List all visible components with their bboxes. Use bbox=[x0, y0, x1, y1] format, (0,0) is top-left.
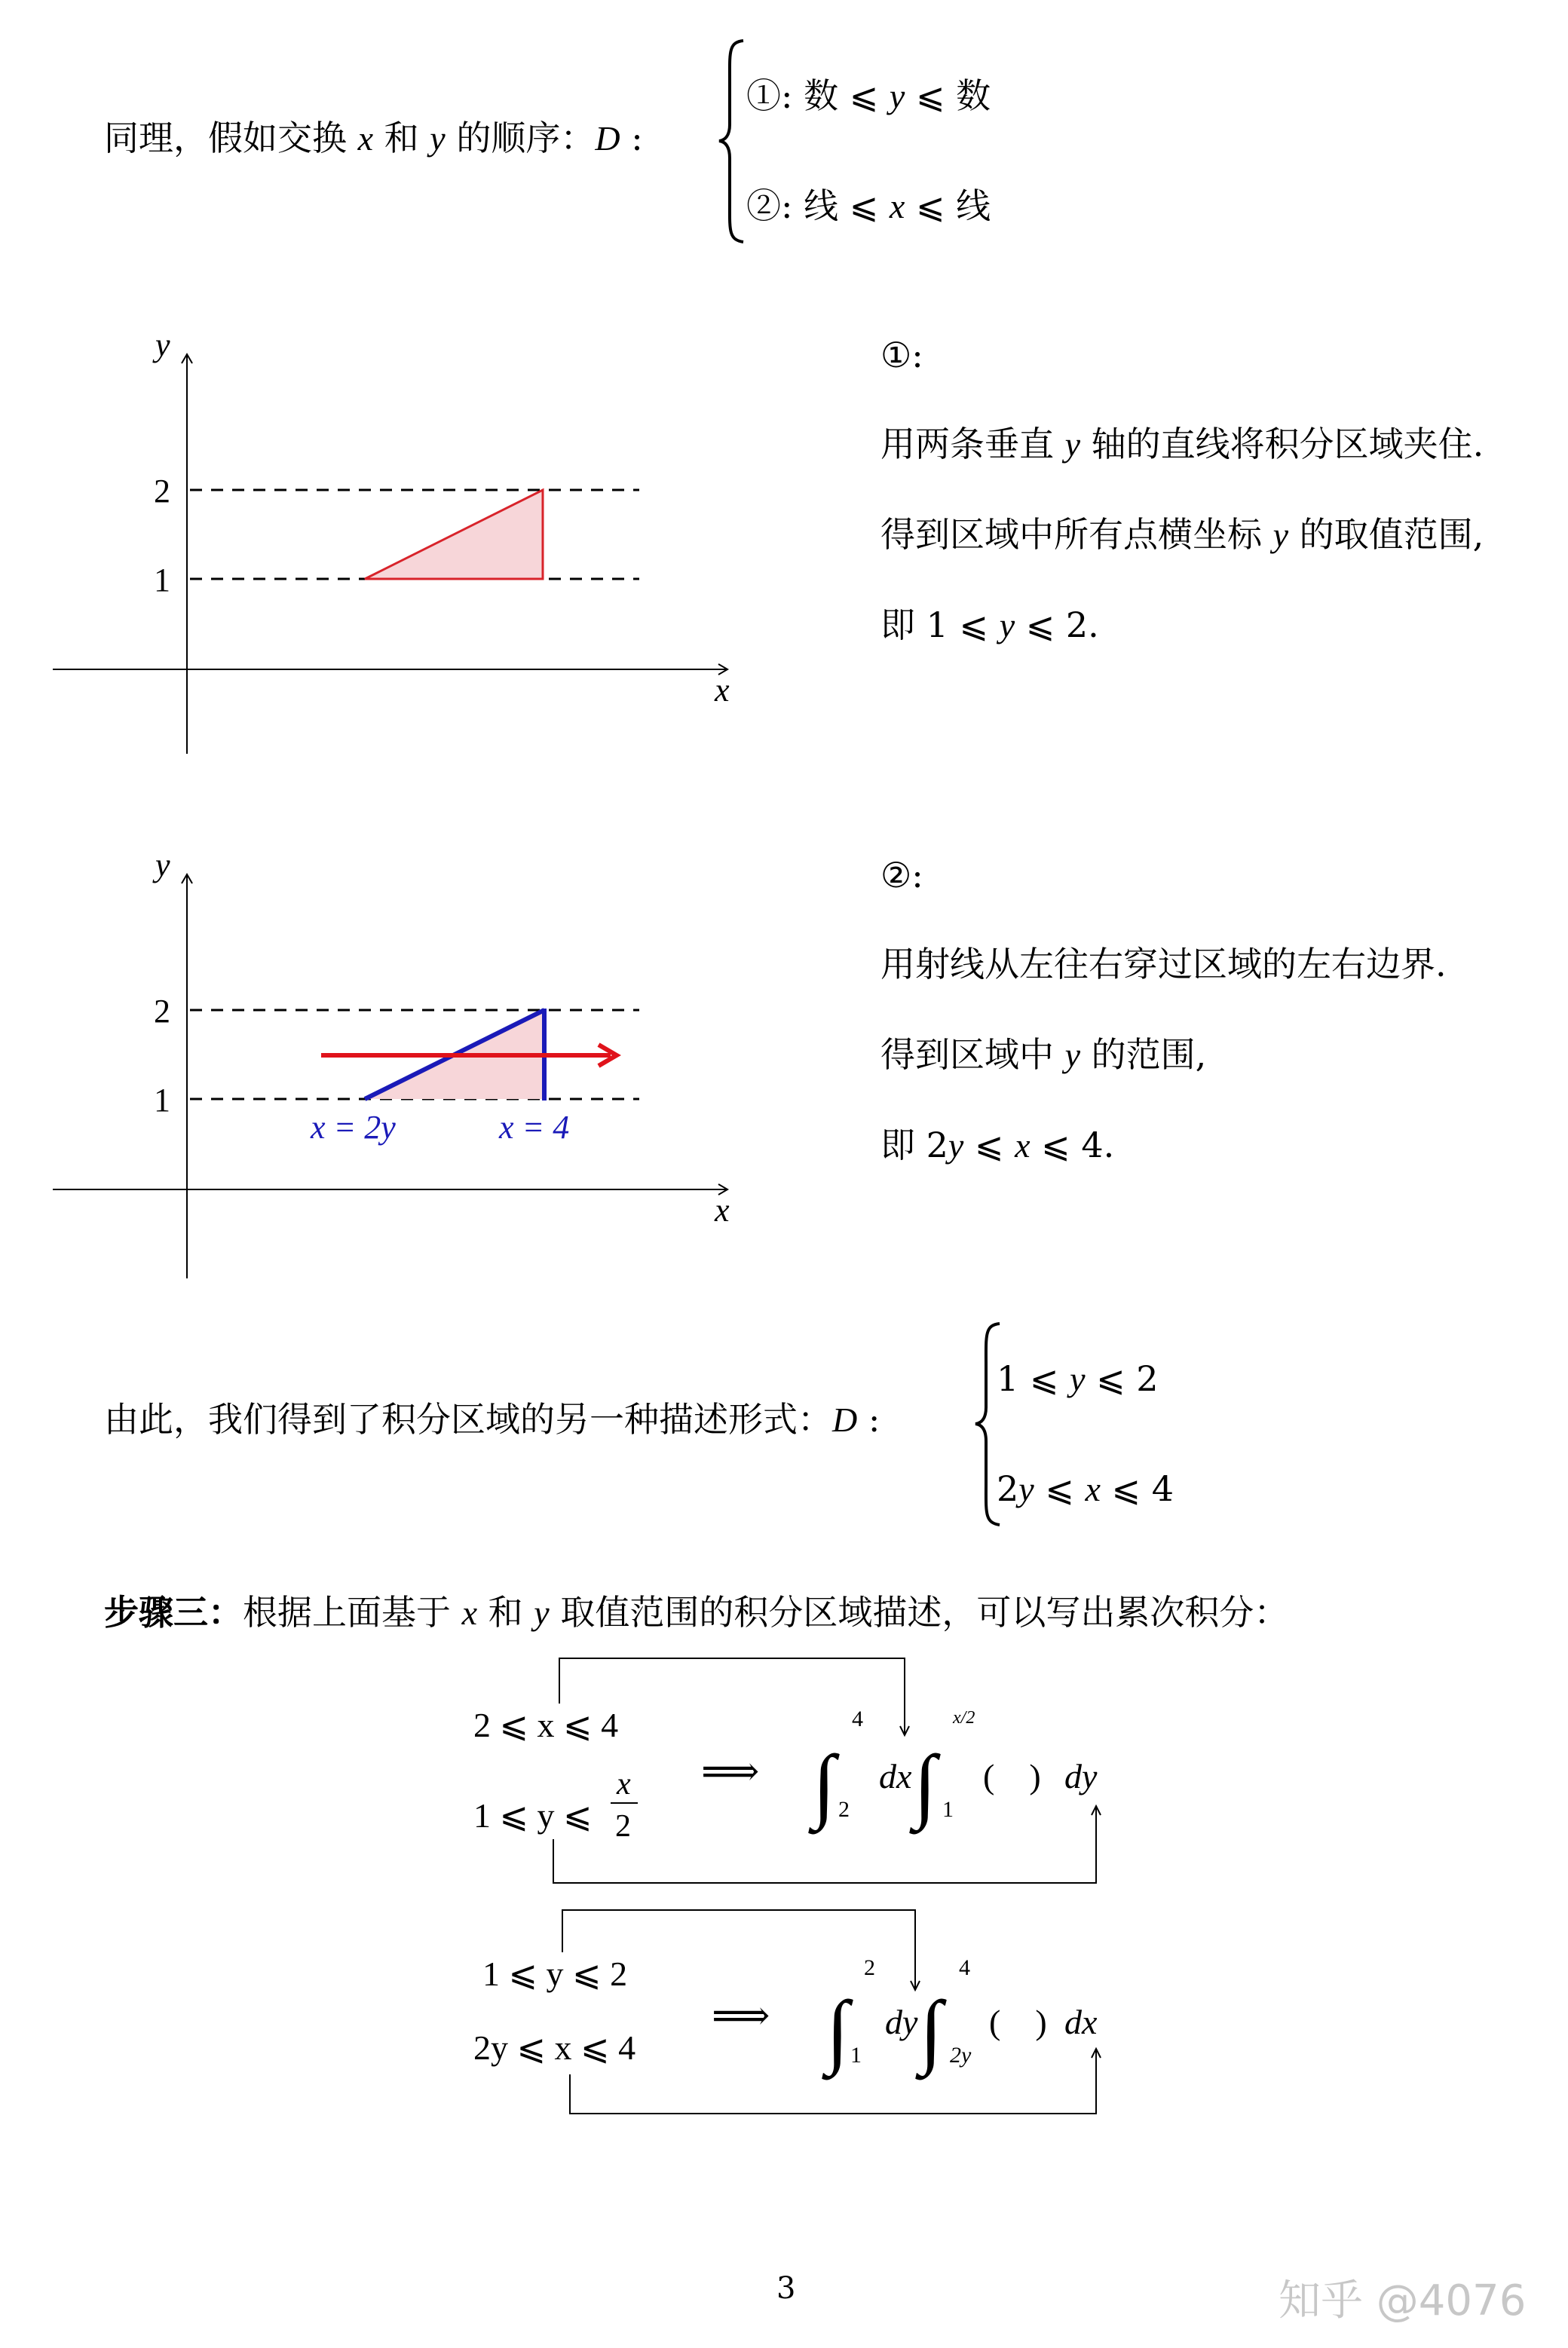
intro-case-1 bbox=[746, 75, 991, 116]
graph-1-y-label: y bbox=[155, 332, 170, 363]
case-1-mark: ①: bbox=[746, 75, 804, 116]
note-1-line-2 bbox=[880, 514, 1484, 555]
graph-1-tick-2: 2 bbox=[154, 473, 170, 510]
conclusion-row-1-a: 1 ⩽ bbox=[997, 1358, 1070, 1399]
intro-tail: 的顺序： bbox=[445, 118, 596, 158]
scheme-1-inner-lower: 1 bbox=[942, 1797, 954, 1822]
case-1-var: y bbox=[889, 77, 905, 115]
note-1-line-3-b: ⩽ 2. bbox=[1015, 605, 1099, 645]
scheme-2-inner-integral-icon: ∫ bbox=[920, 1984, 943, 2076]
scheme-2-outer-integral-icon: ∫ bbox=[826, 1984, 850, 2076]
case-2-left: 线 ⩽ bbox=[804, 185, 890, 226]
note-2-line-3-a: 即 2 bbox=[880, 1125, 948, 1165]
note-2-line-1: 用射线从左往右穿过区域的左右边界. bbox=[880, 944, 1447, 984]
graph-2-x-label: x bbox=[715, 1192, 730, 1229]
note-1-line-3-var: y bbox=[999, 606, 1015, 644]
scheme-2 bbox=[452, 1892, 1131, 2133]
scheme-2-outer-lower: 1 bbox=[850, 2043, 862, 2068]
intro-var-x: x bbox=[357, 119, 374, 158]
step-3-var-x: x bbox=[461, 1593, 478, 1632]
note-1-line-3-a: 即 1 ⩽ bbox=[880, 605, 1000, 645]
scheme-2-inner-body: ( ) bbox=[989, 2003, 1047, 2041]
intro-d: D bbox=[595, 119, 620, 158]
note-1-line-2-var: y bbox=[1272, 516, 1289, 554]
watermark: 知乎 @4076 bbox=[1279, 2276, 1527, 2325]
case-2-var: x bbox=[889, 187, 905, 225]
scheme-2-outer-upper: 2 bbox=[864, 1955, 875, 1980]
conclusion-row-1-var: y bbox=[1070, 1360, 1086, 1398]
scheme-1-inner-body: ( ) bbox=[983, 1757, 1041, 1795]
step-3-text-a: 根据上面基于 bbox=[243, 1592, 462, 1633]
conclusion-row-2-c: ⩽ 4 bbox=[1100, 1468, 1174, 1509]
case-1-right: ⩽ 数 bbox=[905, 75, 991, 116]
note-2-line-3-c: ⩽ 4. bbox=[1030, 1125, 1115, 1165]
scheme-1-frac-num: x bbox=[617, 1767, 631, 1802]
scheme-2-implies: ⟹ bbox=[712, 1993, 770, 2038]
graph-1-region bbox=[365, 490, 543, 579]
scheme-1-outer-integral-icon: ∫ bbox=[813, 1738, 836, 1830]
scheme-1 bbox=[452, 1643, 1131, 1892]
conclusion-row-2-a: 2 bbox=[997, 1468, 1019, 1509]
step-3-var-y: y bbox=[534, 1593, 550, 1632]
note-2-line-2 bbox=[880, 1034, 1207, 1075]
intro-line bbox=[104, 118, 643, 158]
conclusion-row-2 bbox=[997, 1468, 1174, 1509]
conclusion-row-2-b: ⩽ bbox=[1034, 1468, 1086, 1509]
intro-var-y: y bbox=[430, 119, 446, 158]
intro-colon: : bbox=[620, 118, 643, 158]
intro-lead: 同理，假如交换 bbox=[104, 118, 358, 158]
graph-2-tick-2: 2 bbox=[154, 993, 170, 1030]
scheme-1-outer-d: dx bbox=[879, 1757, 912, 1795]
scheme-1-inner-integral-icon: ∫ bbox=[914, 1738, 937, 1830]
note-1-line-2-a: 得到区域中所有点横坐标 bbox=[880, 514, 1273, 555]
scheme-1-inner-upper: x/2 bbox=[953, 1708, 975, 1728]
intro-and: 和 bbox=[373, 118, 430, 158]
step-3-line bbox=[104, 1592, 1289, 1633]
scheme-1-outer-upper: 4 bbox=[852, 1707, 863, 1731]
conclusion-row-1-b: ⩽ 2 bbox=[1085, 1358, 1159, 1399]
graph-2-y-label: y bbox=[155, 852, 170, 883]
note-2-line-2-var: y bbox=[1064, 1036, 1081, 1074]
intro-brace bbox=[716, 38, 746, 245]
step-3-text-b: 取值范围的积分区域描述，可以写出累次积分： bbox=[549, 1592, 1289, 1633]
scheme-1-outer-lower: 2 bbox=[838, 1797, 850, 1822]
graph-2-bound-left-label: x = 2y bbox=[311, 1109, 396, 1146]
conclusion-line bbox=[104, 1399, 880, 1440]
note-1-line-1-b: 轴的直线将积分区域夹住. bbox=[1080, 424, 1484, 464]
scheme-1-frac-den: 2 bbox=[615, 1809, 631, 1844]
step-3-and: 和 bbox=[477, 1592, 534, 1633]
note-1-line-1 bbox=[880, 424, 1484, 464]
scheme-1-inner-d: dy bbox=[1064, 1757, 1098, 1795]
intro-case-2 bbox=[746, 185, 991, 226]
note-2-line-2-b: 的范围, bbox=[1080, 1034, 1207, 1075]
note-2-title: ②: bbox=[880, 855, 923, 895]
scheme-2-cond-1: 1 ⩽ y ⩽ 2 bbox=[482, 1955, 628, 1993]
note-1-line-3 bbox=[880, 605, 1099, 645]
scheme-2-inner-upper: 4 bbox=[959, 1955, 970, 1980]
note-1-title: ①: bbox=[880, 335, 923, 375]
conclusion-row-2-var-2: x bbox=[1085, 1470, 1101, 1508]
scheme-2-inner-d: dx bbox=[1064, 2003, 1098, 2041]
note-1-line-2-b: 的取值范围, bbox=[1288, 514, 1484, 555]
step-3-label: 步骤三： bbox=[104, 1592, 243, 1633]
scheme-2-inner-lower: 2y bbox=[950, 2043, 972, 2068]
note-2-line-2-a: 得到区域中 bbox=[880, 1034, 1065, 1075]
case-2-mark: ②: bbox=[746, 185, 804, 226]
graph-1-x-label: x bbox=[715, 672, 730, 709]
conclusion-row-1 bbox=[997, 1358, 1159, 1399]
note-2-line-3 bbox=[880, 1125, 1115, 1165]
scheme-2-outer-d: dy bbox=[885, 2003, 918, 2041]
graph-2-tick-1: 1 bbox=[154, 1082, 170, 1119]
note-2-line-3-var-1: y bbox=[948, 1126, 964, 1165]
conclusion-lead: 由此，我们得到了积分区域的另一种描述形式： bbox=[104, 1399, 832, 1440]
graph-2 bbox=[45, 852, 739, 1289]
case-2-right: ⩽ 线 bbox=[905, 185, 991, 226]
conclusion-d: D bbox=[832, 1401, 858, 1439]
case-1-left: 数 ⩽ bbox=[804, 75, 890, 116]
scheme-1-implies: ⟹ bbox=[701, 1749, 760, 1794]
note-2-line-3-var-2: x bbox=[1015, 1126, 1031, 1165]
conclusion-colon: : bbox=[857, 1399, 880, 1440]
graph-2-bound-right-label: x = 4 bbox=[499, 1109, 570, 1146]
scheme-1-cond-1: 2 ⩽ x ⩽ 4 bbox=[473, 1706, 619, 1744]
graph-1-tick-1: 1 bbox=[154, 562, 170, 598]
scheme-1-cond-2-lhs: 1 ⩽ y ⩽ bbox=[473, 1796, 593, 1835]
note-2-line-3-b: ⩽ bbox=[963, 1125, 1015, 1165]
note-1-line-1-var: y bbox=[1064, 425, 1081, 464]
scheme-2-cond-2: 2y ⩽ x ⩽ 4 bbox=[473, 2028, 636, 2067]
conclusion-row-2-var-1: y bbox=[1018, 1470, 1034, 1508]
page-number: 3 bbox=[776, 2271, 796, 2306]
graph-1 bbox=[45, 332, 739, 769]
note-1-line-1-a: 用两条垂直 bbox=[880, 424, 1065, 464]
